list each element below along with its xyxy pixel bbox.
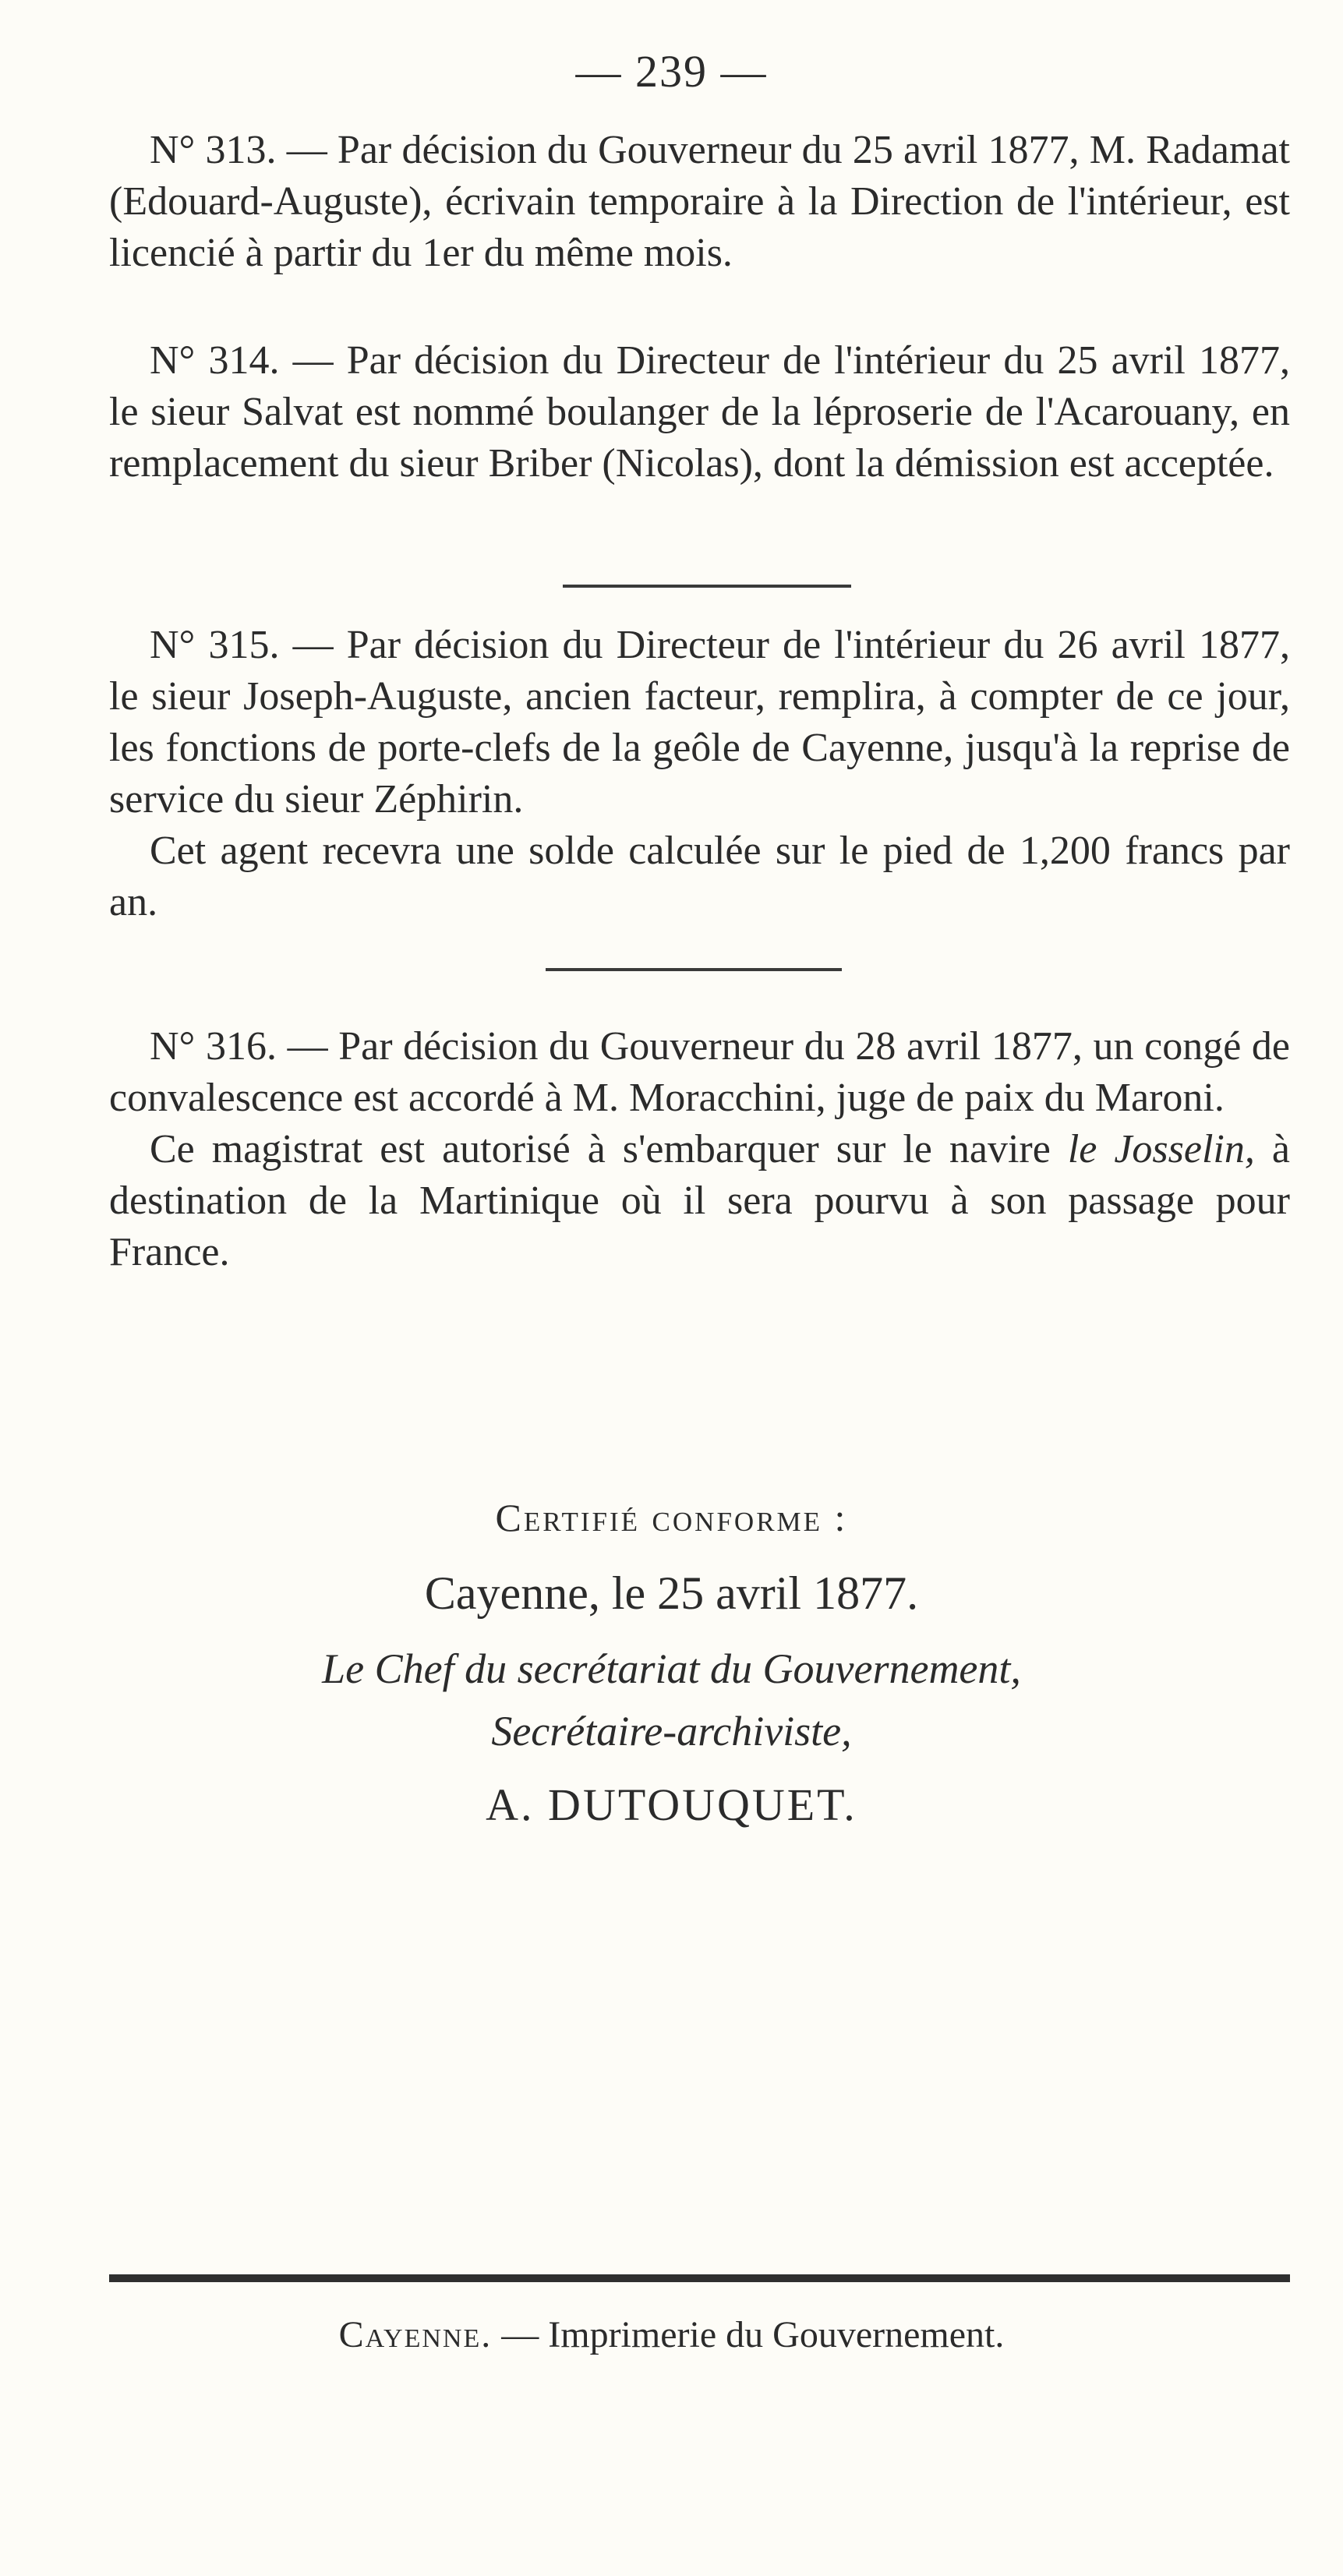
footer-printer: — Imprimerie du Gouvernement.: [492, 2314, 1005, 2355]
separator-rule: [563, 585, 851, 588]
entry-314-text: N° 314. — Par décision du Directeur de l'intérieur du 25 avril 1877, le sieur Salvat est nommé boulanger de la léproserie de l'Acarouany, en remplacement du sieur Briber (Nicolas), dont la démission est acceptée.: [109, 338, 1290, 486]
certification-office: Le Chef du secrétariat du Gouvernement,: [322, 1645, 1021, 1692]
entry-314: [109, 335, 1290, 489]
entry-316-text: N° 316. — Par décision du Gouverneur du 28 avril 1877, un congé de convalescence est accordé à M. Moracchini, juge de paix du Maroni.: [109, 1024, 1290, 1120]
entry-315: [109, 620, 1290, 928]
separator-rule: [546, 968, 842, 971]
page-number: — 239 —: [575, 46, 768, 97]
entry-316: [109, 1021, 1290, 1278]
certification-title: Certifié conforme :: [495, 1496, 848, 1539]
entry-316-embark-start: Ce magistrat est autorisé à s'embarquer sur le navire: [150, 1127, 1068, 1171]
entry-316-embark: [109, 1124, 1290, 1278]
entry-315-salary: Cet agent recevra une solde calculée sur le pied de 1,200 francs par an.: [109, 829, 1290, 924]
certification-place-date: Cayenne, le 25 avril 1877.: [424, 1567, 919, 1619]
certification-role: Secrétaire-archiviste,: [491, 1708, 852, 1754]
entry-316-embark-end: à destination de la Martinique où il sera pourvu à son passage pour France.: [109, 1127, 1290, 1274]
certification-signature: A. DUTOUQUET.: [486, 1779, 857, 1830]
footer-city: Cayenne.: [338, 2314, 493, 2355]
ship-name: le Josselin,: [1067, 1127, 1255, 1171]
entry-315-text: N° 315. — Par décision du Directeur de l'intérieur du 26 avril 1877, le sieur Joseph-Auguste, ancien facteur, remplira, à compter de ce jour, les fonctions de porte-clefs de la geôle de Cayenne, jusqu'à la reprise de service du sieur Zéphirin.: [109, 623, 1290, 822]
entry-313: [109, 125, 1290, 279]
footer: [0, 2313, 1343, 2356]
entry-313-text: N° 313. — Par décision du Gouverneur du 25 avril 1877, M. Radamat (Edouard-Auguste), écrivain temporaire à la Direction de l'intérieur, est licencié à partir du 1er du même mois.: [109, 128, 1290, 275]
footer-rule: [109, 2274, 1290, 2282]
